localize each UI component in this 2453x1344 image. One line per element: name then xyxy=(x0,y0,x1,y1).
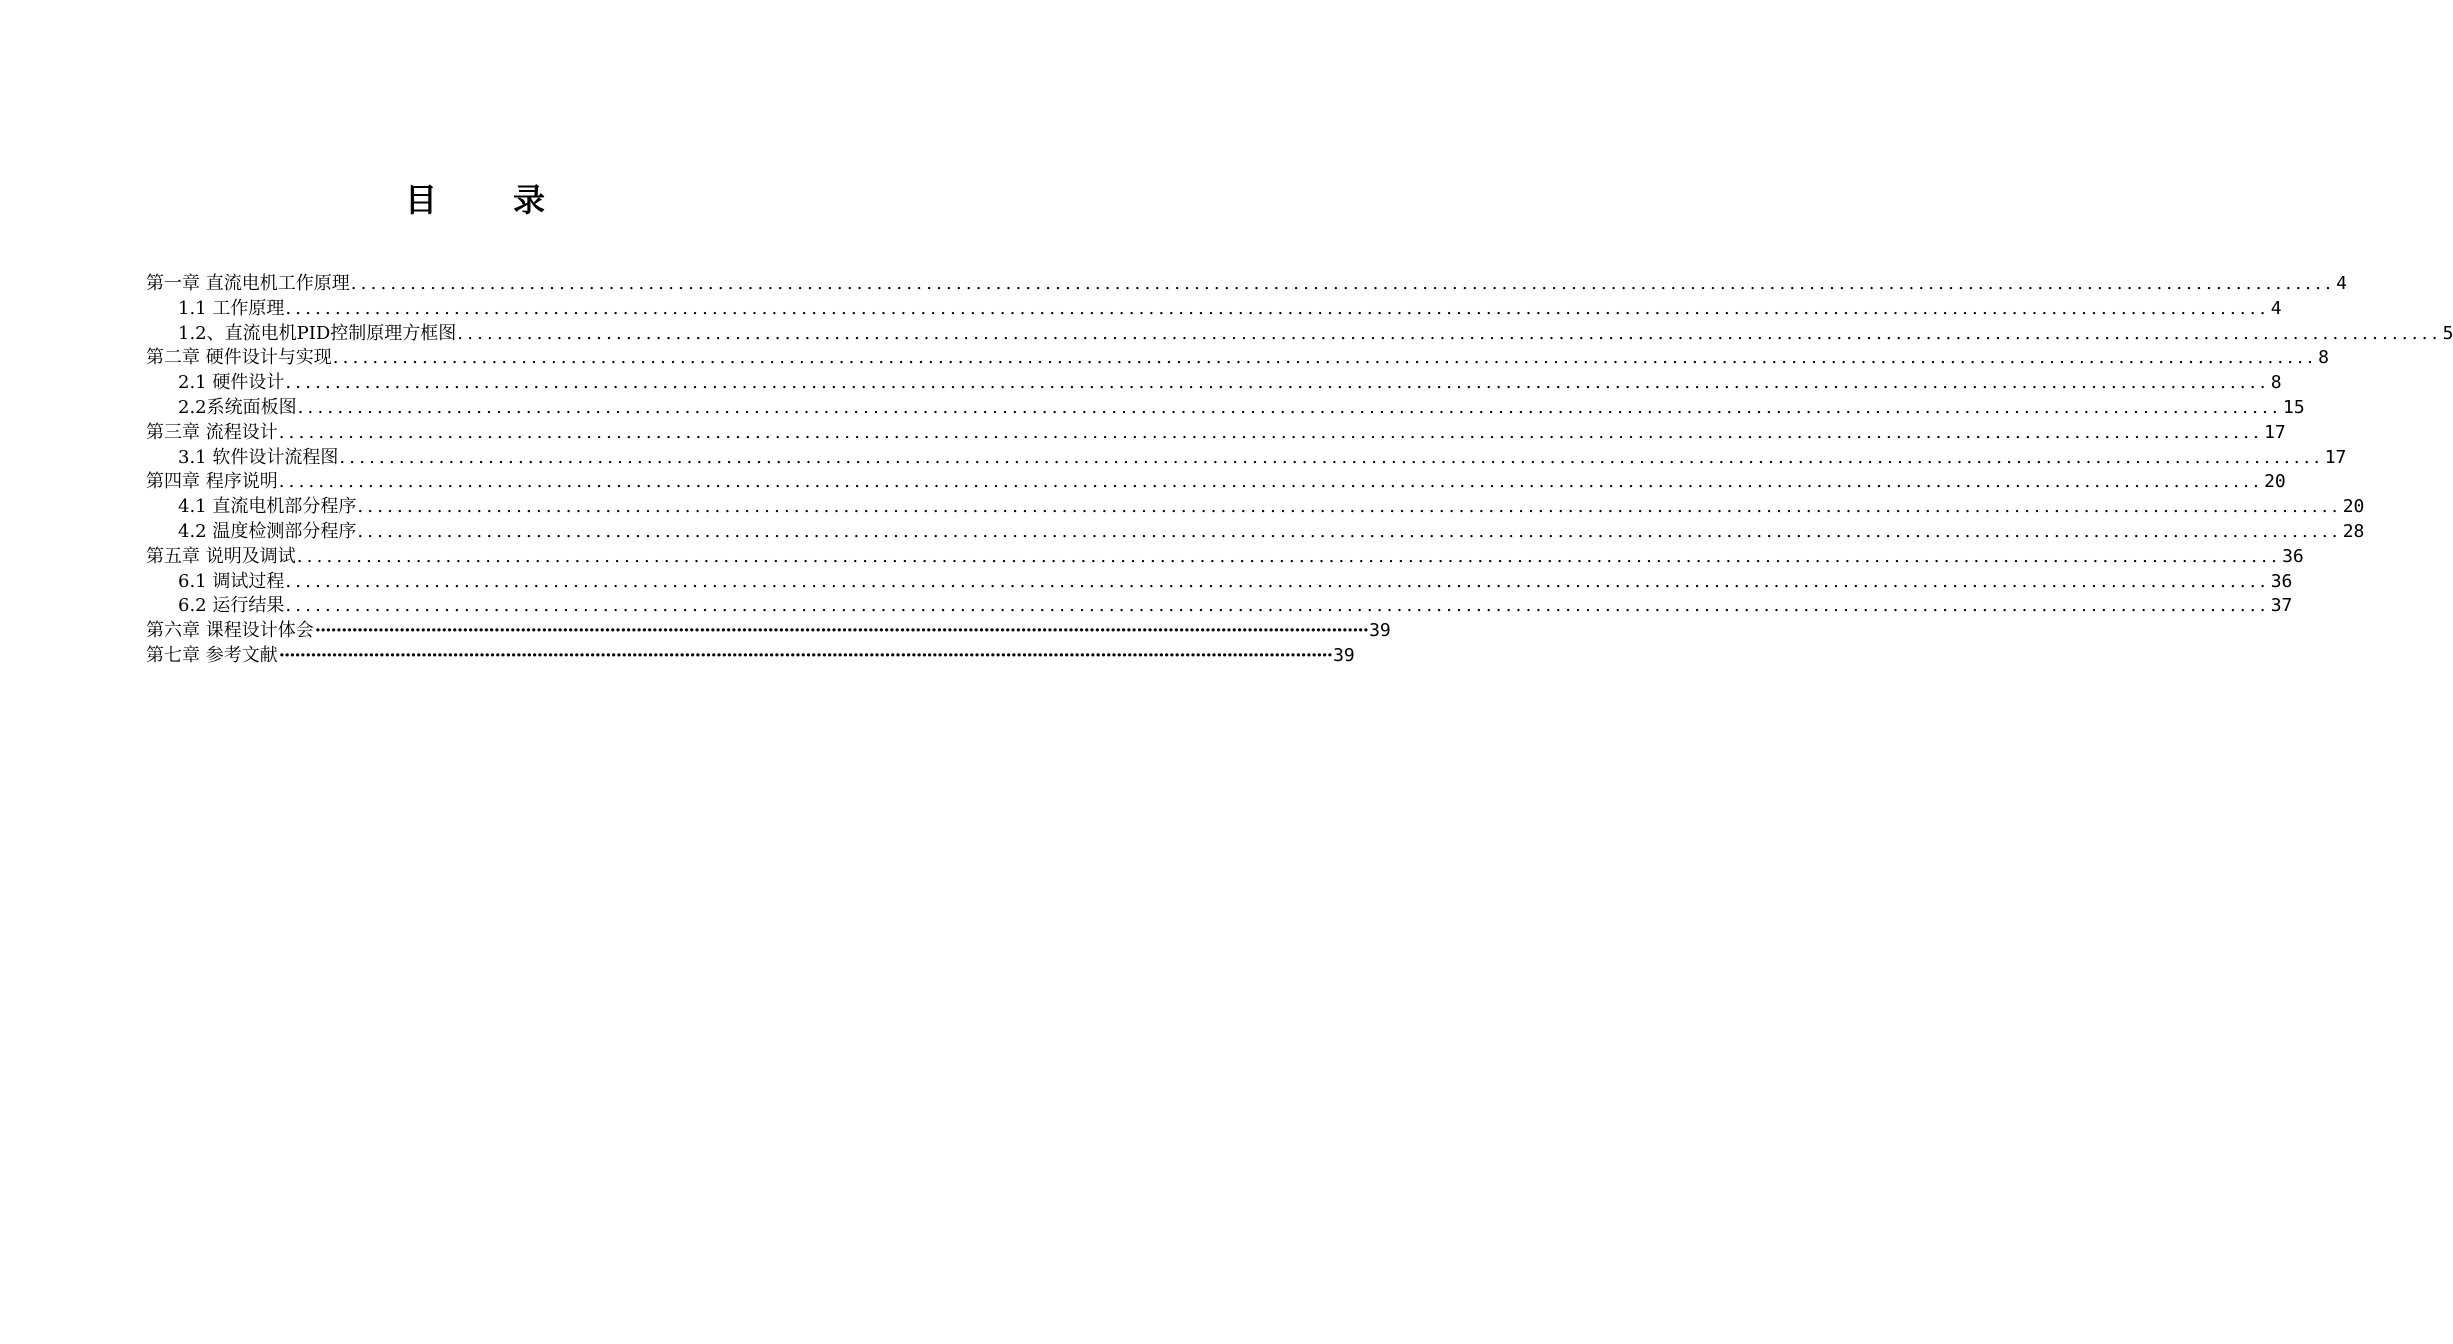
toc-entry[interactable] xyxy=(146,619,1391,644)
toc-entry[interactable] xyxy=(146,322,2453,347)
title-char-2: 录 xyxy=(513,181,546,219)
toc-page-number: 37 xyxy=(2270,595,2293,617)
toc-dot-leader: ········································································································································································································ xyxy=(314,620,1369,642)
toc-entry[interactable] xyxy=(146,371,2282,396)
toc-entry-title: 第三章 流程设计 xyxy=(146,421,278,443)
toc-entry-title: 6.1 调试过程 xyxy=(178,570,285,592)
toc-entry[interactable] xyxy=(146,272,2347,297)
toc-page-number: 28 xyxy=(2342,520,2365,542)
toc-dot-leader: ........................................................................................................................................................................................................ xyxy=(285,595,2270,617)
toc-dot-leader: ........................................................................................................................................................................................................ xyxy=(285,297,2270,319)
toc-page-number: 39 xyxy=(1333,644,1355,666)
toc-entry-title: 第五章 说明及调试 xyxy=(146,545,296,567)
toc-entry[interactable] xyxy=(146,421,2286,446)
toc-entry-title: 6.2 运行结果 xyxy=(178,595,285,617)
toc-entry-title: 第二章 硬件设计与实现 xyxy=(146,347,332,369)
toc-dot-leader: ........................................................................................................................................................................................................ xyxy=(285,570,2270,592)
toc-entry-title: 1.1 工作原理 xyxy=(178,297,285,319)
toc-dot-leader: ........................................................................................................................................................................................................ xyxy=(357,520,2342,542)
toc-page-number: 8 xyxy=(2270,372,2282,394)
toc-page-number: 15 xyxy=(2282,396,2305,418)
toc-dot-leader: ........................................................................................................................................................................................................ xyxy=(278,421,2264,443)
toc-entry[interactable] xyxy=(146,644,1355,669)
toc-entry-title: 第六章 课程设计体会 xyxy=(146,620,314,642)
toc-page-number: 36 xyxy=(2270,570,2293,592)
toc-entry[interactable] xyxy=(146,570,2293,595)
toc-dot-leader: ........................................................................................................................................................................................................ xyxy=(339,446,2324,468)
toc-page-number: 39 xyxy=(1369,620,1391,642)
toc-dot-leader: ........................................................................................................................................................................................................ xyxy=(332,347,2318,369)
toc-page-number: 20 xyxy=(2264,471,2286,493)
toc-page-number: 8 xyxy=(2318,347,2329,369)
toc-dot-leader: ........................................................................................................................................................................................................ xyxy=(457,322,2442,344)
toc-entry[interactable] xyxy=(146,520,2365,545)
toc-entry[interactable] xyxy=(146,396,2305,421)
toc-page-number: 17 xyxy=(2264,421,2286,443)
toc-dot-leader: ........................................................................................................................................................................................................ xyxy=(297,396,2282,418)
toc-page-number: 4 xyxy=(2336,273,2347,294)
toc-dot-leader: ........................................................................................................................................................................................................ xyxy=(278,471,2264,493)
toc-entry-title: 4.1 直流电机部分程序 xyxy=(178,496,357,518)
toc-entry[interactable] xyxy=(146,594,2293,619)
toc-dot-leader: ........................................................................................................................................................................................................ xyxy=(350,273,2336,294)
toc-entry-title: 第七章 参考文献 xyxy=(146,644,278,666)
page-title xyxy=(0,178,950,222)
toc-entry[interactable] xyxy=(146,297,2282,322)
toc-entry[interactable] xyxy=(146,545,2304,570)
toc-page-number: 17 xyxy=(2324,446,2347,468)
toc-entry-title: 第一章 直流电机工作原理 xyxy=(146,273,350,294)
table-of-contents xyxy=(146,272,2453,669)
toc-entry-title: 2.1 硬件设计 xyxy=(178,372,285,394)
toc-dot-leader: ........................................................................................................................................................................................................ xyxy=(285,372,2270,394)
toc-entry-title: 第四章 程序说明 xyxy=(146,471,278,493)
toc-entry[interactable] xyxy=(146,470,2286,495)
title-char-1: 目 xyxy=(404,181,437,219)
toc-entry-title: 2.2系统面板图 xyxy=(178,396,297,418)
toc-page-number: 5 xyxy=(2442,322,2453,344)
toc-dot-leader: ········································································································································································································ xyxy=(278,644,1333,666)
toc-page-number: 4 xyxy=(2270,297,2282,319)
toc-dot-leader: ........................................................................................................................................................................................................ xyxy=(357,496,2342,518)
toc-entry[interactable] xyxy=(146,495,2365,520)
toc-dot-leader: ........................................................................................................................................................................................................ xyxy=(296,545,2282,567)
toc-page-number: 36 xyxy=(2282,545,2304,567)
toc-entry-title: 3.1 软件设计流程图 xyxy=(178,446,339,468)
toc-entry[interactable] xyxy=(146,346,2329,371)
toc-page-number: 20 xyxy=(2342,496,2365,518)
toc-entry-title: 4.2 温度检测部分程序 xyxy=(178,520,357,542)
toc-entry[interactable] xyxy=(146,446,2347,471)
toc-entry-title: 1.2、直流电机PID控制原理方框图 xyxy=(178,322,457,344)
